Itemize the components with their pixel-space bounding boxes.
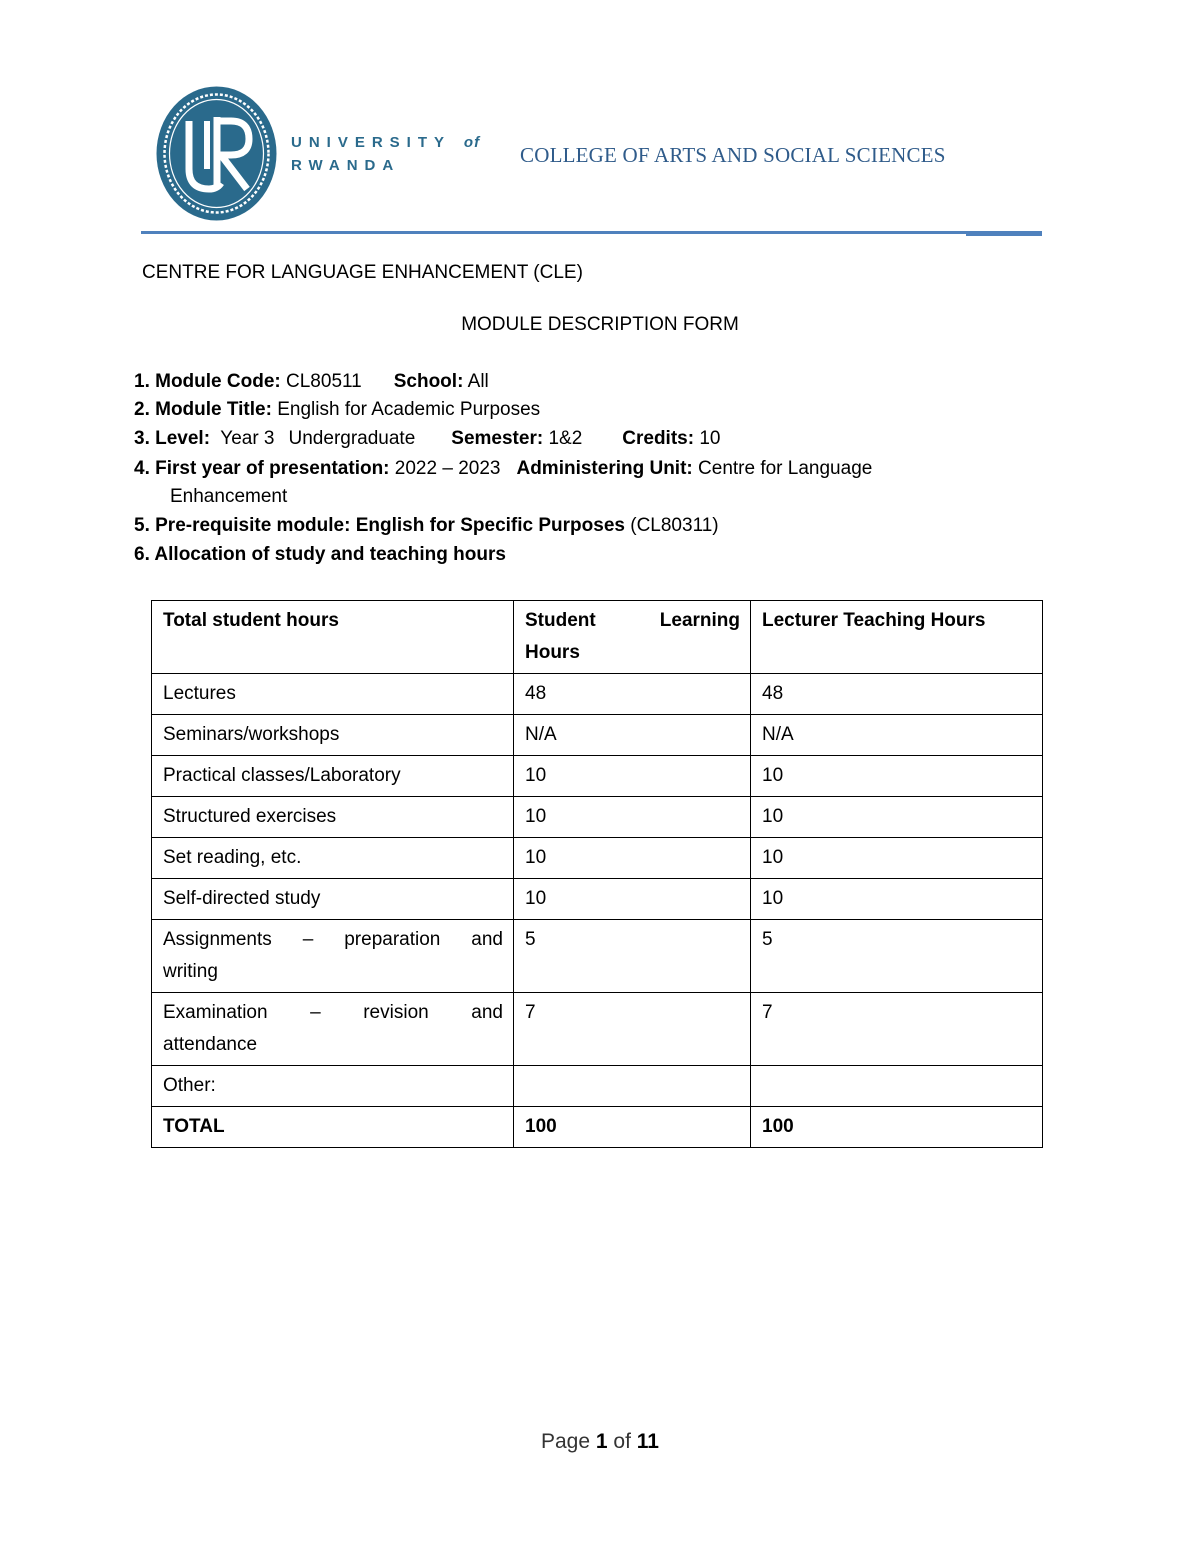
lecturer-hours-cell xyxy=(751,1066,1043,1107)
centre-name: CENTRE FOR LANGUAGE ENHANCEMENT (CLE) xyxy=(142,262,583,283)
module-title-line: 2. Module Title: English for Academic Purposes xyxy=(134,399,541,420)
table-row xyxy=(152,715,1043,756)
lecturer-hours-cell: 10 xyxy=(751,797,1043,838)
level-line: 3. Level: Year 3 Undergraduate Semester: 1&2 Credits: 10 xyxy=(134,428,721,449)
table-total-row xyxy=(152,1107,1043,1148)
row-label: Structured exercises xyxy=(152,797,514,838)
header-student-learning-hours: Student Learning Hours xyxy=(514,601,751,674)
row-label: Set reading, etc. xyxy=(152,838,514,879)
row-label: Self-directed study xyxy=(152,879,514,920)
row-label: Lectures xyxy=(152,674,514,715)
row-label: Seminars/workshops xyxy=(152,715,514,756)
table-row xyxy=(152,993,1043,1066)
university-name-line2: RWANDA xyxy=(291,157,401,174)
college-name: COLLEGE OF ARTS AND SOCIAL SCIENCES xyxy=(520,143,946,167)
first-year-line: 4. First year of presentation: 2022 – 2023 Administering Unit: Centre for Language xyxy=(134,458,873,479)
header-total-student-hours: Total student hours xyxy=(152,601,514,674)
row-label: Examination – revision and attendance xyxy=(152,993,514,1066)
lecturer-hours-cell: 10 xyxy=(751,756,1043,797)
table-row xyxy=(152,1066,1043,1107)
row-label: Assignments – preparation and writing xyxy=(152,920,514,993)
student-hours-cell: 48 xyxy=(514,674,751,715)
form-title: MODULE DESCRIPTION FORM xyxy=(461,314,739,335)
table-row xyxy=(152,674,1043,715)
student-hours-cell: 10 xyxy=(514,756,751,797)
prerequisite-line: 5. Pre-requisite module: English for Specific Purposes (CL80311) xyxy=(134,515,719,536)
lecturer-hours-cell: 48 xyxy=(751,674,1043,715)
table-row xyxy=(152,756,1043,797)
student-hours-cell: 100 xyxy=(514,1107,751,1148)
allocation-heading: 6. Allocation of study and teaching hours xyxy=(134,544,506,565)
table-row xyxy=(152,920,1043,993)
student-hours-cell: 10 xyxy=(514,797,751,838)
row-label: Other: xyxy=(152,1066,514,1107)
table-row xyxy=(152,797,1043,838)
row-label: Practical classes/Laboratory xyxy=(152,756,514,797)
lecturer-hours-cell: 7 xyxy=(751,993,1043,1066)
hours-table xyxy=(151,600,1043,1148)
student-hours-cell: 10 xyxy=(514,879,751,920)
lecturer-hours-cell: 10 xyxy=(751,879,1043,920)
lecturer-hours-cell: 100 xyxy=(751,1107,1043,1148)
header-divider-accent xyxy=(966,232,1042,236)
student-hours-cell: 7 xyxy=(514,993,751,1066)
university-logo xyxy=(155,85,278,222)
student-hours-cell: 10 xyxy=(514,838,751,879)
lecturer-hours-cell: N/A xyxy=(751,715,1043,756)
table-header-row xyxy=(152,601,1043,674)
student-hours-cell xyxy=(514,1066,751,1107)
student-hours-cell: 5 xyxy=(514,920,751,993)
header-divider xyxy=(141,231,1042,234)
student-hours-cell: N/A xyxy=(514,715,751,756)
page-number: Page 1 of 11 xyxy=(541,1430,659,1453)
table-row xyxy=(152,879,1043,920)
lecturer-hours-cell: 5 xyxy=(751,920,1043,993)
lecturer-hours-cell: 10 xyxy=(751,838,1043,879)
table-row xyxy=(152,838,1043,879)
admin-unit-continued: Enhancement xyxy=(170,486,288,507)
university-name-line1: UNIVERSITY of xyxy=(291,134,481,151)
header-lecturer-teaching-hours: Lecturer Teaching Hours xyxy=(751,601,1043,674)
module-code-line: 1. Module Code: CL80511 School: All xyxy=(134,371,489,392)
row-label: TOTAL xyxy=(152,1107,514,1148)
